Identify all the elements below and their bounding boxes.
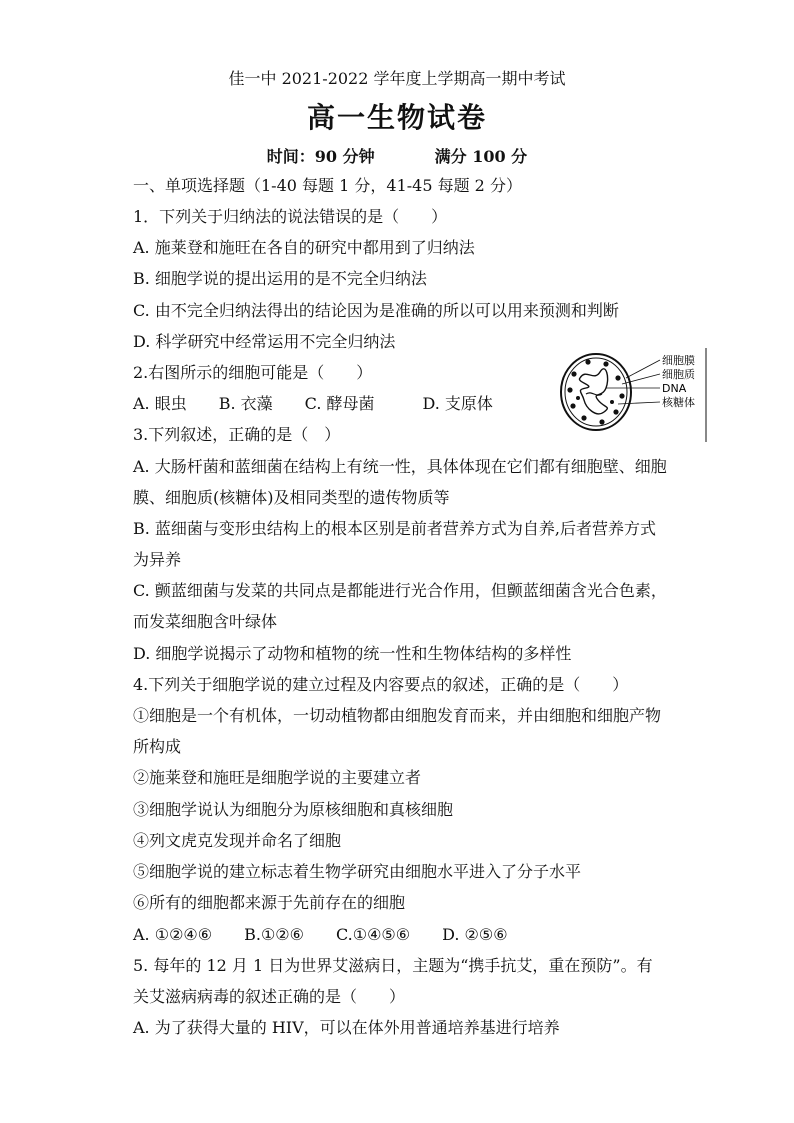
exam-meta [0,144,794,167]
q4-item-6: ⑥所有的细胞都来源于先前存在的细胞 [133,893,406,912]
q5-stem-line1: 5. 每年的 12 月 1 日为世界艾滋病日，主题为“携手抗艾，重在预防”。有 [133,956,653,975]
label-cytoplasm: 细胞质 [662,368,695,381]
q1-option-d: D. 科学研究中经常运用不完全归纳法 [133,332,396,351]
q1-option-b: B. 细胞学说的提出运用的是不完全归纳法 [133,269,427,288]
q4-item-1-line2: 所构成 [133,737,182,756]
q4-item-4: ④列文虎克发现并命名了细胞 [133,831,342,850]
exam-time: 时间：90 分钟 [266,147,375,166]
page-title: 高一生物试卷 [306,101,487,134]
figure-leader-lines [606,360,660,404]
q4-item-3: ③细胞学说认为细胞分为原核细胞和真核细胞 [133,800,454,819]
q3-option-a-line2: 膜、细胞质(核糖体)及相同类型的遗传物质等 [133,488,450,507]
q3-option-b-line1: B. 蓝细菌与变形虫结构上的根本区别是前者营养方式为自养,后者营养方式 [133,519,657,538]
q3-option-c-line1: C. 颤蓝细菌与发菜的共同点是都能进行光合作用，但颤蓝细菌含光合色素， [133,581,667,600]
q3-option-a-line1: A. 大肠杆菌和蓝细菌在结构上有统一性，具体体现在它们都有细胞壁、细胞 [133,457,667,476]
q2-options: A. 眼虫 B. 衣藻 C. 酵母菌 D. 支原体 [133,394,493,413]
label-dna: DNA [662,382,687,395]
label-cell-membrane: 细胞膜 [662,354,695,367]
q2-stem: 2.右图所示的细胞可能是（ ） [133,363,373,382]
school-exam-line: 佳一中 2021-2022 学年度上学期高一期中考试 [228,69,566,88]
ribosome-dots [567,359,624,424]
q1-stem: 1．下列关于归纳法的说法错误的是（ ） [133,207,448,226]
cell-cytoplasm-outline [565,358,627,426]
q4-stem: 4.下列关于细胞学说的建立过程及内容要点的叙述，正确的是（ ） [133,675,629,694]
q4-item-5: ⑤细胞学说的建立标志着生物学研究由细胞水平进入了分子水平 [133,862,582,881]
prokaryotic-cell-figure [556,348,708,442]
q1-option-a: A. 施莱登和施旺在各自的研究中都用到了归纳法 [133,238,475,257]
q3-option-d: D. 细胞学说揭示了动物和植物的统一性和生物体结构的多样性 [133,644,572,663]
label-ribosome: 核糖体 [662,396,695,409]
q4-item-1-line1: ①细胞是一个有机体，一切动植物都由细胞发育而来，并由细胞和细胞产物 [133,706,662,725]
q5-stem-line2: 关艾滋病病毒的叙述正确的是（ ） [133,987,406,1006]
q4-options: A. ①②④⑥ B.①②⑥ C.①④⑤⑥ D. ②⑤⑥ [133,925,508,944]
exam-score: 满分 100 分 [434,147,528,166]
dna-squiggle [579,369,607,414]
q4-item-2: ②施莱登和施旺是细胞学说的主要建立者 [133,768,422,787]
q3-stem: 3.下列叙述，正确的是（ ） [133,425,341,444]
q3-option-b-line2: 为异养 [133,550,182,569]
section-heading: 一、单项选择题（1-40 每题 1 分，41-45 每题 2 分） [133,176,522,195]
q3-option-c-line2: 而发菜细胞含叶绿体 [133,612,278,631]
q5-option-a: A. 为了获得大量的 HIV，可以在体外用普通培养基进行培养 [133,1018,560,1037]
q1-option-c: C. 由不完全归纳法得出的结论因为是准确的所以可以用来预测和判断 [133,301,619,320]
